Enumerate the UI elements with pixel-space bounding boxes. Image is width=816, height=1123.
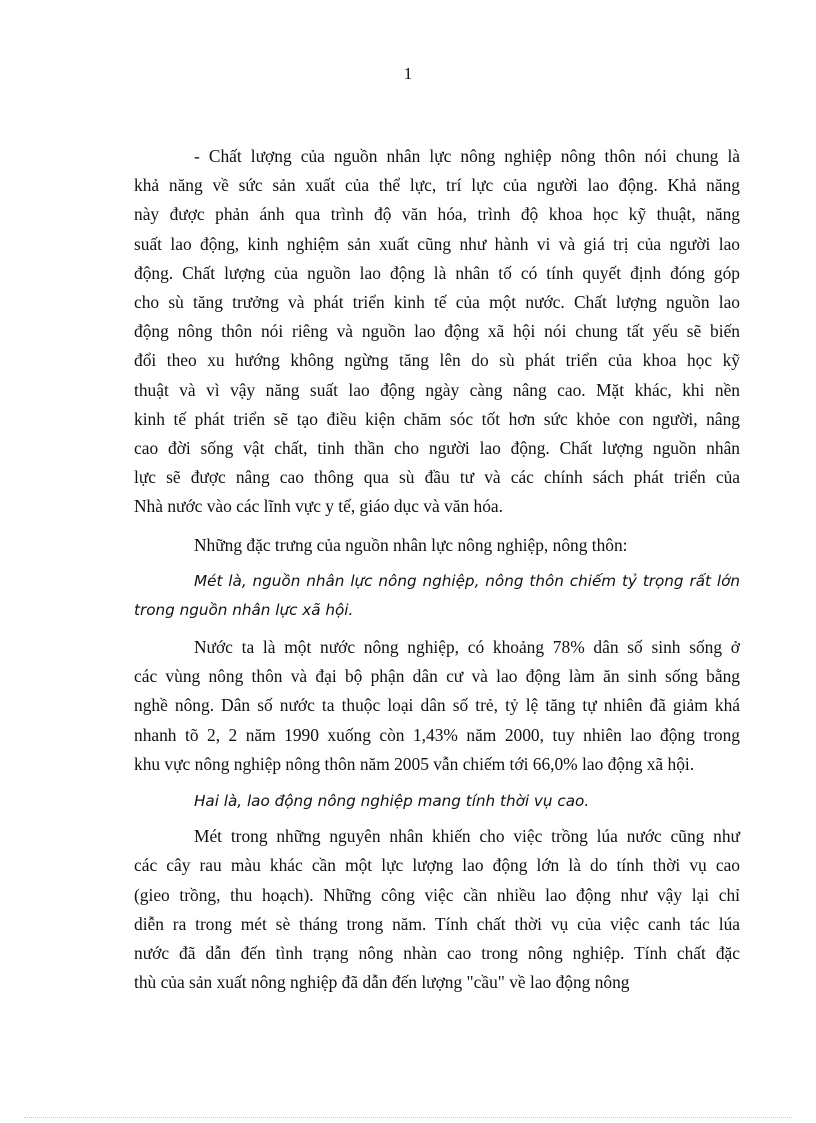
page-bottom-divider: [24, 1117, 792, 1118]
text-line: lực sẽ được nâng cao thông qua sù đầu tư và các chính sách phát triển của: [134, 467, 740, 488]
text-line: thù của sản xuất nông nghiệp đã dẫn đến lượng "cầu" về lao động nông: [134, 972, 630, 993]
text-line: suất lao động, kinh nghiệm sản xuất cũng như hành vi và giá trị của người lao: [134, 233, 740, 254]
text-line: trong nguồn nhân lực xã hội.: [134, 600, 354, 619]
text-line: này được phản ánh qua trình độ văn hóa, trình độ khoa học kỹ thuật, năng: [134, 204, 740, 225]
page-number: 1: [403, 64, 413, 83]
text-line: Mét trong những nguyên nhân khiến cho việc trồng lúa nước cũng như: [194, 826, 740, 847]
paragraph-second-characteristic: [134, 787, 740, 816]
paragraph-first-characteristic: [134, 567, 740, 625]
text-line: Nước ta là một nước nông nghiệp, có khoảng 78% dân số sinh sống ở: [194, 637, 740, 657]
paragraph-quality-of-labor: [134, 142, 740, 521]
text-line: kinh tế phát triển sẽ tạo điều kiện chăm sóc tốt hơn sức khỏe con người, nâng: [134, 408, 740, 429]
text-line: cao đời sống vật chất, tinh thần cho người lao động. Chất lượng nguồn nhân: [134, 437, 740, 458]
text-line: Mét là, nguồn nhân lực nông nghiệp, nông thôn chiếm tỷ trọng rất lớn: [194, 571, 740, 590]
paragraph-agricultural-country: [134, 633, 740, 779]
text-line: - Chất lượng của nguồn nhân lực nông nghiệp nông thôn nói chung là: [194, 146, 740, 166]
text-line: khu vực nông nghiệp nông thôn năm 2005 vẫn chiếm tới 66,0% lao động xã hội.: [134, 753, 695, 774]
text-line: khả năng về sức sản xuất của thể lực, trí lực của người lao động. Khả năng: [134, 175, 740, 196]
text-line: thuật và vì vậy năng suất lao động ngày càng nâng cao. Mặt khác, khi nền: [134, 379, 740, 400]
text-line: cho sù tăng trưởng và phát triển kinh tế của một nước. Chất lượng nguồn lao: [134, 291, 740, 312]
text-line: diễn ra trong mét sè tháng trong năm. Tính chất thời vụ của việc canh tác lúa: [134, 913, 740, 934]
text-line: Những đặc trưng của nguồn nhân lực nông nghiệp, nông thôn:: [194, 535, 628, 556]
text-line: các cây rau màu khác cần một lực lượng lao động lớn là do tính thời vụ cao: [134, 855, 740, 876]
paragraph-seasonality: [134, 822, 740, 997]
text-line: đổi theo xu hướng không ngừng tăng lên do sù phát triển của khoa học kỹ: [134, 350, 740, 371]
text-line: nghề nông. Dân số nước ta thuộc loại dân số trẻ, tỷ lệ tăng tự nhiên đã giảm khá: [134, 695, 740, 716]
text-line: nước đã dẫn đến tình trạng nông nhàn cao trong nông nghiệp. Tính chất đặc: [134, 942, 740, 963]
text-line: Hai là, lao động nông nghiệp mang tính thời vụ cao.: [194, 791, 590, 810]
paragraph-characteristics-intro: [134, 531, 740, 560]
document-body: [134, 142, 740, 997]
text-line: (gieo trồng, thu hoạch). Những công việc cần nhiều lao động như vậy lại chỉ: [134, 884, 740, 905]
text-line: động. Chất lượng của nguồn lao động là nhân tố có tính quyết định đóng góp: [134, 262, 740, 283]
text-line: các vùng nông thôn và đại bộ phận dân cư và lao động làm ăn sinh sống bằng: [134, 666, 740, 687]
text-line: động nông thôn nói riêng và nguồn lao động xã hội nói chung tất yếu sẽ biến: [134, 321, 740, 342]
text-line: Nhà nước vào các lĩnh vực y tế, giáo dục và văn hóa.: [134, 496, 503, 517]
text-line: nhanh tõ 2, 2 năm 1990 xuống còn 1,43% năm 2000, tuy nhiên lao động trong: [134, 724, 740, 745]
